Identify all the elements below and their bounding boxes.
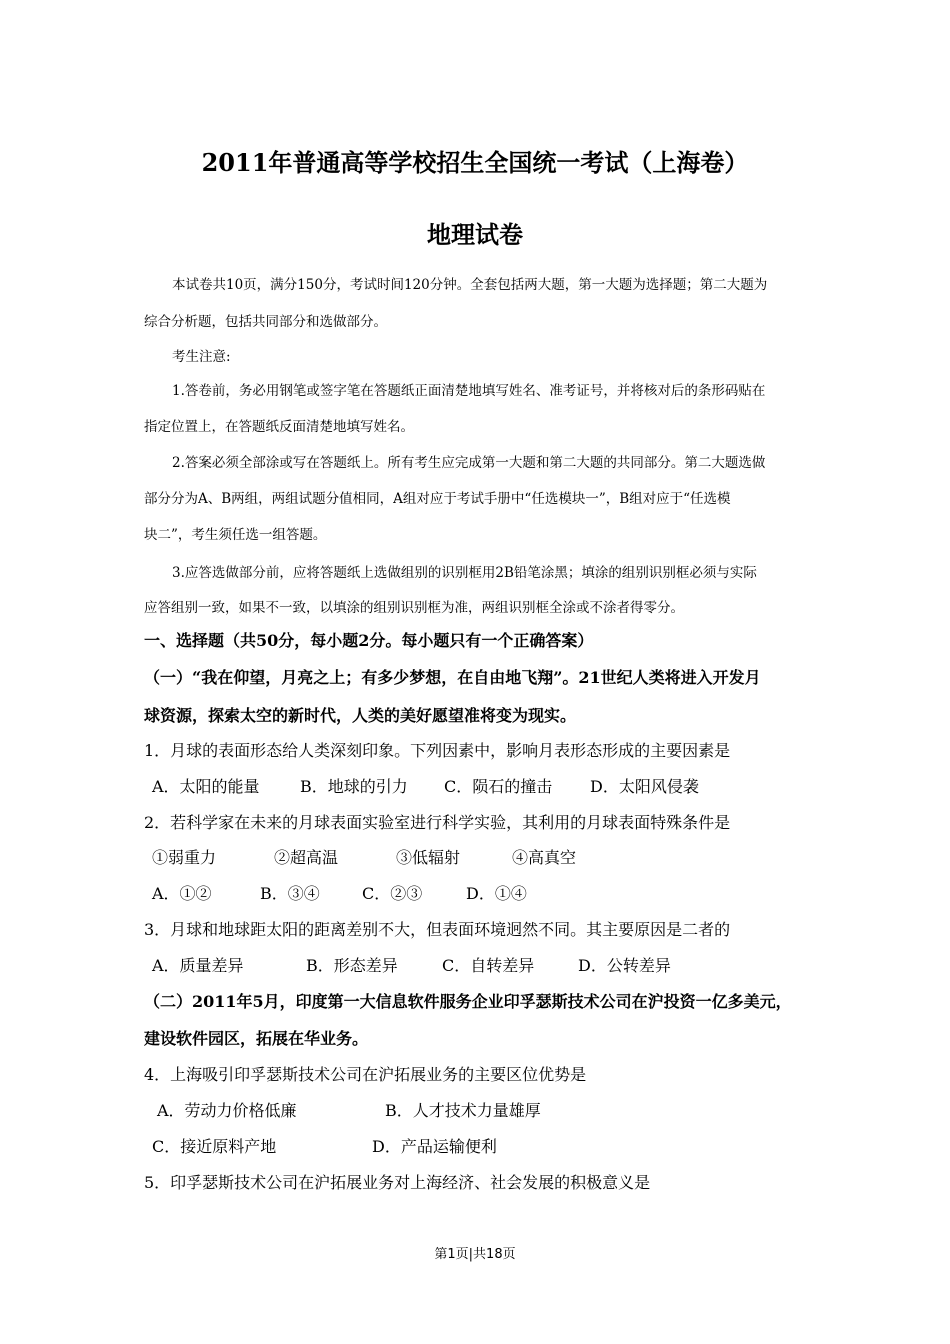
question-2-option-b: B．③④ xyxy=(260,884,320,903)
notice-2-line-1: 2.答案必须全部涂或写在答题纸上。所有考生应完成第一大题和第二大题的共同部分。第二大题选做 xyxy=(172,455,766,471)
question-3-option-b: B．形态差异 xyxy=(306,956,398,975)
notice-label: 考生注意: xyxy=(172,349,231,365)
notice-1-line-2: 指定位置上，在答题纸反面清楚地填写姓名。 xyxy=(144,419,414,435)
intro-line-1: 本试卷共10页，满分150分，考试时间120分钟。全套包括两大题，第一大题为选择题；第二大题为 xyxy=(172,277,768,293)
question-2-condition-1: ①弱重力 xyxy=(152,848,217,867)
intro-line-2: 综合分析题，包括共同部分和选做部分。 xyxy=(144,314,387,330)
group-1-intro-line-2: 球资源，探索太空的新时代，人类的美好愿望准将变为现实。 xyxy=(144,706,577,725)
question-3-option-c: C．自转差异 xyxy=(442,956,535,975)
question-4-stem: 4．上海吸引印孚瑟斯技术公司在沪拓展业务的主要区位优势是 xyxy=(144,1065,587,1084)
exam-subtitle: 地理试卷 xyxy=(427,220,523,249)
notice-2-line-3: 块二”，考生须任选一组答题。 xyxy=(144,527,327,543)
question-4-option-a: A．劳动力价格低廉 xyxy=(157,1101,297,1120)
question-4-option-b: B．人才技术力量雄厚 xyxy=(385,1101,541,1120)
question-4-option-c: C．接近原料产地 xyxy=(152,1137,277,1156)
notice-1-line-1: 1.答卷前，务必用钢笔或签字笔在答题纸正面清楚地填写姓名、准考证号，并将核对后的条形码贴在 xyxy=(172,383,766,399)
notice-3-line-1: 3.应答选做部分前，应将答题纸上选做组别的识别框用2B铅笔涂黑；填涂的组别识别框必须与实际 xyxy=(172,565,757,581)
question-2-condition-3: ③低辐射 xyxy=(396,848,461,867)
question-5-stem: 5．印孚瑟斯技术公司在沪拓展业务对上海经济、社会发展的积极意义是 xyxy=(144,1173,651,1192)
question-2-option-a: A．①② xyxy=(152,884,212,903)
question-2-option-c: C．②③ xyxy=(362,884,423,903)
group-2-intro-line-1: （二）2011年5月，印度第一大信息软件服务企业印孚瑟斯技术公司在沪投资一亿多美元， xyxy=(144,992,792,1011)
question-2-condition-4: ④高真空 xyxy=(512,848,577,867)
question-1-option-a: A．太阳的能量 xyxy=(152,777,260,796)
exam-title: 2011年普通高等学校招生全国统一考试（上海卷） xyxy=(201,148,749,177)
question-2-option-d: D．①④ xyxy=(466,884,527,903)
page-footer: 第1页|共18页 xyxy=(434,1247,516,1262)
question-2-stem: 2．若科学家在未来的月球表面实验室进行科学实验，其利用的月球表面特殊条件是 xyxy=(144,813,731,832)
section-1-heading: 一、选择题（共50分，每小题2分。每小题只有一个正确答案） xyxy=(144,631,594,650)
question-4-option-d: D．产品运输便利 xyxy=(372,1137,497,1156)
group-2-intro-line-2: 建设软件园区，拓展在华业务。 xyxy=(144,1029,369,1048)
question-3-option-d: D．公转差异 xyxy=(578,956,671,975)
notice-3-line-2: 应答组别一致，如果不一致，以填涂的组别识别框为准，两组识别框全涂或不涂者得零分。 xyxy=(144,600,684,616)
question-3-option-a: A．质量差异 xyxy=(152,956,244,975)
question-2-condition-2: ②超高温 xyxy=(274,848,339,867)
question-1-option-b: B．地球的引力 xyxy=(300,777,408,796)
question-1-stem: 1．月球的表面形态给人类深刻印象。下列因素中，影响月表形态形成的主要因素是 xyxy=(144,741,731,760)
question-1-option-d: D．太阳风侵袭 xyxy=(590,777,699,796)
question-1-option-c: C．陨石的撞击 xyxy=(444,777,553,796)
notice-2-line-2: 部分分为A、B两组，两组试题分值相同，A组对应于考试手册中“任选模块一”，B组对应于“任选模 xyxy=(144,491,731,507)
question-3-stem: 3．月球和地球距太阳的距离差别不大，但表面环境迥然不同。其主要原因是二者的 xyxy=(144,920,731,939)
group-1-intro-line-1: （一）“我在仰望，月亮之上；有多少梦想，在自由地飞翔”。21世纪人类将进入开发月 xyxy=(144,668,761,687)
